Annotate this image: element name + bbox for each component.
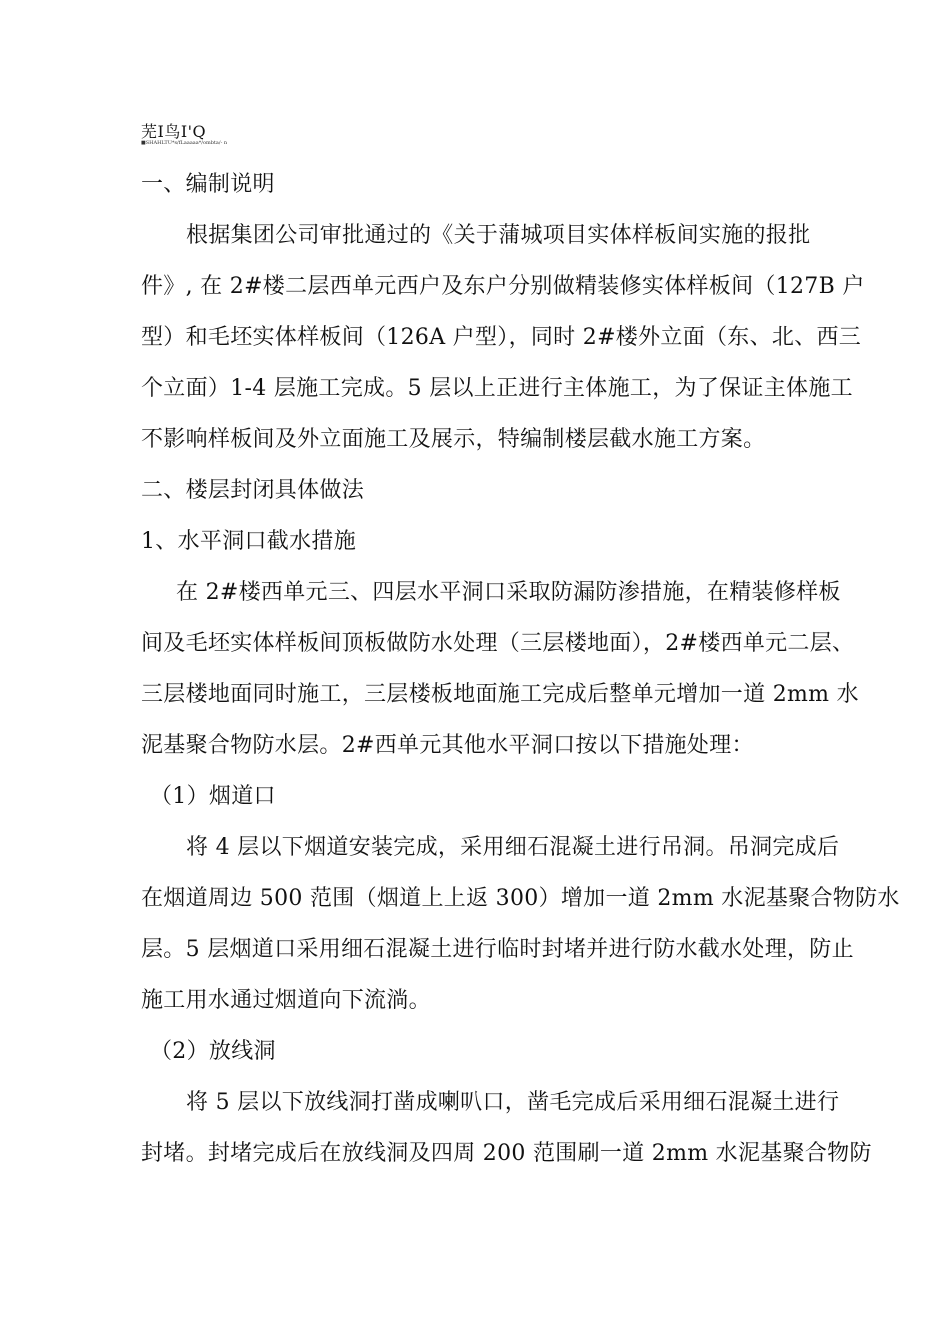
paragraph-line: 将 4 层以下烟道安装完成，采用细石混凝土进行吊洞。吊洞完成后 [186, 835, 840, 860]
paragraph-line: 件》, 在 2#楼二层西单元西户及东户分别做精装修实体样板间（127B 户 [141, 274, 865, 299]
paragraph-line: 在 2#楼西单元三、四层水平洞口采取防漏防渗措施，在精装修样板 [176, 580, 841, 605]
item-heading-2: （2）放线洞 [150, 1039, 276, 1064]
subsection-heading: 1、水平洞口截水措施 [141, 529, 356, 554]
header-sub-text: ■SHAHLTU*s/fLaaaaa*/ombta/- n [141, 140, 228, 146]
section-heading-1: 一、编制说明 [141, 172, 275, 197]
header-logo-text: 芜I鸟I'Q [141, 122, 207, 141]
paragraph-line: 间及毛坯实体样板间顶板做防水处理（三层楼地面），2#楼西单元二层、 [141, 631, 855, 656]
paragraph-line: 在烟道周边 500 范围（烟道上上返 300）增加一道 2mm 水泥基聚合物防水 [141, 886, 900, 911]
paragraph-line: 封堵。封堵完成后在放线洞及四周 200 范围刷一道 2mm 水泥基聚合物防 [141, 1141, 872, 1166]
paragraph-line: 泥基聚合物防水层。2#西单元其他水平洞口按以下措施处理： [141, 733, 754, 758]
paragraph-line: 型）和毛坯实体样板间（126A 户型），同时 2#楼外立面（东、北、西三 [141, 325, 862, 350]
paragraph-line: 三层楼地面同时施工，三层楼板地面施工完成后整单元增加一道 2mm 水 [141, 682, 859, 707]
item-heading-1: （1）烟道口 [150, 784, 276, 809]
paragraph-line: 个立面）1-4 层施工完成。5 层以上正进行主体施工，为了保证主体施工 [141, 376, 853, 401]
paragraph-line: 层。5 层烟道口采用细石混凝土进行临时封堵并进行防水截水处理，防止 [141, 937, 854, 962]
paragraph-line: 施工用水通过烟道向下流淌。 [141, 988, 431, 1013]
section-heading-2: 二、楼层封闭具体做法 [141, 478, 365, 503]
paragraph-line: 不影响样板间及外立面施工及展示，特编制楼层截水施工方案。 [141, 427, 766, 452]
paragraph-line: 根据集团公司审批通过的《关于蒲城项目实体样板间实施的报批 [186, 223, 811, 248]
paragraph-line: 将 5 层以下放线洞打凿成喇叭口，凿毛完成后采用细石混凝土进行 [186, 1090, 840, 1115]
